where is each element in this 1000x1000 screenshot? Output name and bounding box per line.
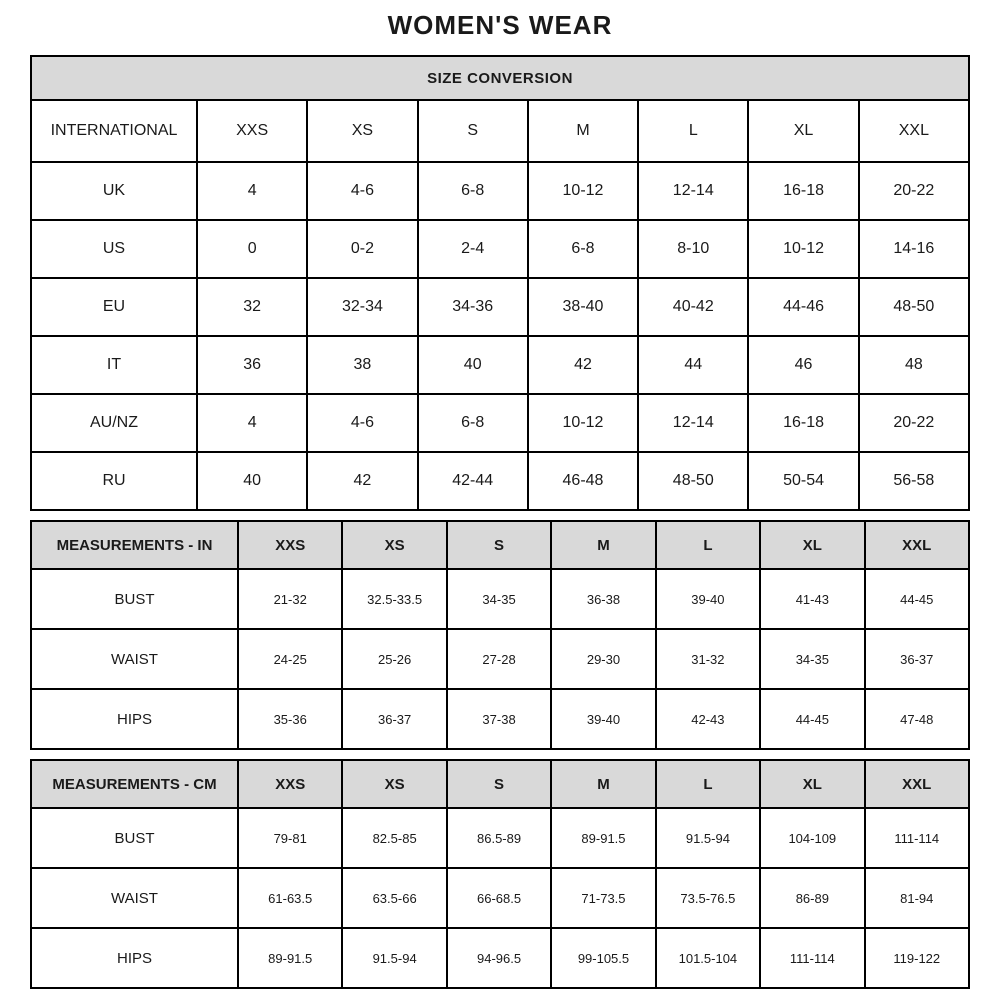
cell: 36-37 — [342, 689, 446, 749]
column-header: XS — [342, 521, 446, 569]
cell: 47-48 — [865, 689, 969, 749]
cell: 32-34 — [307, 278, 417, 336]
column-header: S — [447, 760, 551, 808]
cell: 10-12 — [528, 394, 638, 452]
page-title: WOMEN'S WEAR — [387, 10, 613, 40]
header-row — [31, 760, 969, 808]
table-row — [31, 452, 969, 510]
cell: 32 — [197, 278, 307, 336]
column-header: L — [656, 760, 760, 808]
cell: 6-8 — [528, 220, 638, 278]
cell: 36-38 — [551, 569, 655, 629]
column-header: XL — [760, 521, 864, 569]
cell: 38-40 — [528, 278, 638, 336]
column-header: XXS — [238, 521, 342, 569]
cell: 10-12 — [748, 220, 858, 278]
cell: 104-109 — [760, 808, 864, 868]
table-row — [31, 394, 969, 452]
cell: 4 — [197, 162, 307, 220]
cell: 21-32 — [238, 569, 342, 629]
cell: 39-40 — [551, 689, 655, 749]
cell: 37-38 — [447, 689, 551, 749]
cell: 12-14 — [638, 162, 748, 220]
cell: 20-22 — [859, 162, 969, 220]
column-header: S — [447, 521, 551, 569]
cell: 40 — [418, 336, 528, 394]
table-row — [31, 162, 969, 220]
cell: 44-45 — [760, 689, 864, 749]
size-conversion-banner: SIZE CONVERSION — [31, 56, 969, 100]
cell: 6-8 — [418, 162, 528, 220]
cell: 44-46 — [748, 278, 858, 336]
cell: 20-22 — [859, 394, 969, 452]
cell: 10-12 — [528, 162, 638, 220]
row-label: HIPS — [31, 689, 238, 749]
column-header: XXS — [197, 100, 307, 162]
row-label: BUST — [31, 808, 238, 868]
cell: 25-26 — [342, 629, 446, 689]
table-row — [31, 569, 969, 629]
cell: 12-14 — [638, 394, 748, 452]
cell: 46-48 — [528, 452, 638, 510]
cell: 48-50 — [859, 278, 969, 336]
cell: 50-54 — [748, 452, 858, 510]
cell: 0 — [197, 220, 307, 278]
measurements-cm-title: MEASUREMENTS - CM — [31, 760, 238, 808]
cell: 34-35 — [760, 629, 864, 689]
column-header: XS — [342, 760, 446, 808]
table-row — [31, 868, 969, 928]
row-label: HIPS — [31, 928, 238, 988]
cell: 91.5-94 — [656, 808, 760, 868]
cell: 61-63.5 — [238, 868, 342, 928]
cell: 32.5-33.5 — [342, 569, 446, 629]
cell: 40 — [197, 452, 307, 510]
row-label: AU/NZ — [31, 394, 197, 452]
cell: 27-28 — [447, 629, 551, 689]
cell: 89-91.5 — [551, 808, 655, 868]
cell: 82.5-85 — [342, 808, 446, 868]
cell: 42-44 — [418, 452, 528, 510]
table-row — [31, 629, 969, 689]
cell: 4-6 — [307, 394, 417, 452]
cell: 66-68.5 — [447, 868, 551, 928]
banner-row — [31, 56, 969, 100]
cell: 8-10 — [638, 220, 748, 278]
table-row — [31, 928, 969, 988]
cell: 2-4 — [418, 220, 528, 278]
cell: 94-96.5 — [447, 928, 551, 988]
cell: 99-105.5 — [551, 928, 655, 988]
cell: 44-45 — [865, 569, 969, 629]
cell: 44 — [638, 336, 748, 394]
measurements-in-title: MEASUREMENTS - IN — [31, 521, 238, 569]
cell: 29-30 — [551, 629, 655, 689]
cell: 14-16 — [859, 220, 969, 278]
table-row — [31, 278, 969, 336]
column-header: M — [528, 100, 638, 162]
cell: 89-91.5 — [238, 928, 342, 988]
cell: 40-42 — [638, 278, 748, 336]
cell: 119-122 — [865, 928, 969, 988]
row-label: WAIST — [31, 868, 238, 928]
header-row — [31, 521, 969, 569]
column-header: XXL — [865, 521, 969, 569]
cell: 86.5-89 — [447, 808, 551, 868]
cell: 16-18 — [748, 394, 858, 452]
table-row — [31, 336, 969, 394]
cell: 101.5-104 — [656, 928, 760, 988]
cell: 46 — [748, 336, 858, 394]
cell: 31-32 — [656, 629, 760, 689]
cell: 42-43 — [656, 689, 760, 749]
row-label: RU — [31, 452, 197, 510]
table-row — [31, 220, 969, 278]
cell: 91.5-94 — [342, 928, 446, 988]
column-header: XXS — [238, 760, 342, 808]
cell: 34-35 — [447, 569, 551, 629]
size-conversion-table — [30, 55, 970, 511]
cell: 48-50 — [638, 452, 748, 510]
row-label: UK — [31, 162, 197, 220]
header-row — [31, 100, 969, 162]
column-header: M — [551, 760, 655, 808]
column-header: XXL — [859, 100, 969, 162]
cell: 4 — [197, 394, 307, 452]
cell: 81-94 — [865, 868, 969, 928]
table-row — [31, 808, 969, 868]
cell: 34-36 — [418, 278, 528, 336]
column-header: M — [551, 521, 655, 569]
cell: 36-37 — [865, 629, 969, 689]
cell: 35-36 — [238, 689, 342, 749]
column-header: XS — [307, 100, 417, 162]
column-header: L — [656, 521, 760, 569]
cell: 0-2 — [307, 220, 417, 278]
cell: 42 — [307, 452, 417, 510]
row-label: BUST — [31, 569, 238, 629]
cell: 56-58 — [859, 452, 969, 510]
cell: 111-114 — [760, 928, 864, 988]
column-header: S — [418, 100, 528, 162]
cell: 41-43 — [760, 569, 864, 629]
column-header: INTERNATIONAL — [31, 100, 197, 162]
cell: 79-81 — [238, 808, 342, 868]
row-label: US — [31, 220, 197, 278]
row-label: WAIST — [31, 629, 238, 689]
cell: 16-18 — [748, 162, 858, 220]
cell: 38 — [307, 336, 417, 394]
table-row — [31, 689, 969, 749]
measurements-in-table — [30, 520, 970, 750]
column-header: XL — [760, 760, 864, 808]
row-label: IT — [31, 336, 197, 394]
cell: 63.5-66 — [342, 868, 446, 928]
cell: 111-114 — [865, 808, 969, 868]
column-header: XL — [748, 100, 858, 162]
measurements-cm-table — [30, 759, 970, 989]
cell: 71-73.5 — [551, 868, 655, 928]
column-header: XXL — [865, 760, 969, 808]
row-label: EU — [31, 278, 197, 336]
cell: 36 — [197, 336, 307, 394]
cell: 39-40 — [656, 569, 760, 629]
cell: 4-6 — [307, 162, 417, 220]
cell: 42 — [528, 336, 638, 394]
cell: 48 — [859, 336, 969, 394]
column-header: L — [638, 100, 748, 162]
cell: 86-89 — [760, 868, 864, 928]
cell: 73.5-76.5 — [656, 868, 760, 928]
cell: 6-8 — [418, 394, 528, 452]
cell: 24-25 — [238, 629, 342, 689]
